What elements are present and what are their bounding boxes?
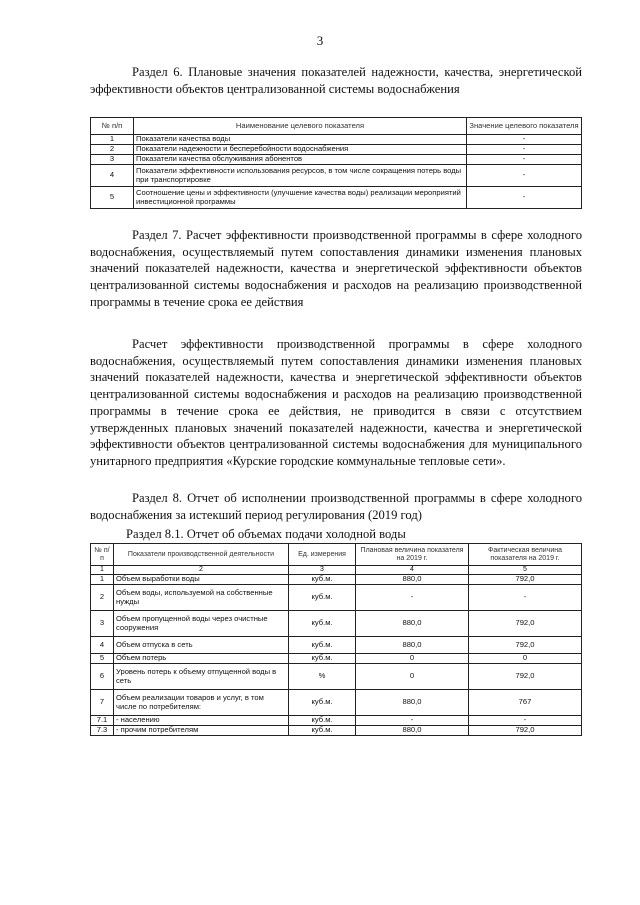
row-value: - [467, 145, 582, 155]
row-number: 5 [91, 187, 134, 209]
row-name: - прочим потребителям [114, 726, 289, 736]
section-7-title: Раздел 7. Расчет эффективности производственной программы в сфере холодного водоснабжения, осуществляемый путем сопоставления динамики изменения плановых значений показателей надежности, качества и энергетической эффективности объектов централизованной системы водоснабжения и расходов на реализацию производственной программы в течение срока ее действия [90, 228, 582, 309]
row-plan: 880,0 [356, 726, 469, 736]
row-fact: 792,0 [469, 575, 582, 585]
table-row [91, 690, 582, 716]
row-name: Объем выработки воды [114, 575, 289, 585]
row-plan: 0 [356, 664, 469, 690]
row-name: Уровень потерь к объему отпущенной воды в сеть [114, 664, 289, 690]
header-indicator-name: Наименование целевого показателя [134, 118, 467, 135]
row-name: Объем пропущенной воды через очистные сооружения [114, 611, 289, 637]
table-row [91, 611, 582, 637]
row-number: 3 [91, 611, 114, 637]
row-plan: 880,0 [356, 690, 469, 716]
row-fact: 767 [469, 690, 582, 716]
section-6-title: Раздел 6. Плановые значения показателей надежности, качества, энергетической эффективности объектов централизованной системы водоснабжения [90, 65, 582, 96]
header-number: № п/п [91, 544, 114, 566]
table-row [91, 654, 582, 664]
table-header-row [91, 118, 582, 135]
header-unit: Ед. измерения [289, 544, 356, 566]
row-fact: - [469, 716, 582, 726]
page-number: 3 [316, 33, 324, 48]
table-row [91, 585, 582, 611]
row-plan: 880,0 [356, 611, 469, 637]
row-number: 3 [91, 155, 134, 165]
row-fact: 792,0 [469, 611, 582, 637]
header-fact: Фактическая величина показателя на 2019 г. [469, 544, 582, 566]
row-plan: - [356, 716, 469, 726]
row-fact: - [469, 585, 582, 611]
row-plan: 880,0 [356, 575, 469, 585]
row-name: Объем потерь [114, 654, 289, 664]
table-header-row [91, 544, 582, 566]
section-8-title: Раздел 8. Отчет об исполнении производственной программы в сфере холодного водоснабжения за истекший период регулирования (2019 год) [90, 491, 582, 522]
row-name: Показатели надежности и бесперебойности водоснабжения [134, 145, 467, 155]
row-unit: куб.м. [289, 637, 356, 654]
row-plan: 880,0 [356, 637, 469, 654]
row-plan: - [356, 585, 469, 611]
row-value: - [467, 187, 582, 209]
row-name: Показатели качества воды [134, 135, 467, 145]
row-number: 6 [91, 664, 114, 690]
row-number: 1 [91, 575, 114, 585]
row-name: Показатели эффективности использования ресурсов, в том числе сокращения потерь воды при транспортировке [134, 165, 467, 187]
row-unit: куб.м. [289, 716, 356, 726]
row-number: 5 [91, 654, 114, 664]
row-value: - [467, 135, 582, 145]
column-index: 5 [469, 566, 582, 575]
table-row [91, 135, 582, 145]
row-number: 2 [91, 585, 114, 611]
row-name: Объем воды, используемой на собственные нужды [114, 585, 289, 611]
row-name: Объем реализации товаров и услуг, в том числе по потребителям: [114, 690, 289, 716]
row-unit: куб.м. [289, 690, 356, 716]
section-8-1-caption: Раздел 8.1. Отчет об объемах подачи холодной воды [126, 527, 406, 541]
section-6-table [90, 117, 582, 209]
row-name: Показатели качества обслуживания абонентов [134, 155, 467, 165]
table-row [91, 187, 582, 209]
row-fact: 792,0 [469, 637, 582, 654]
row-unit: куб.м. [289, 654, 356, 664]
row-number: 4 [91, 165, 134, 187]
row-value: - [467, 165, 582, 187]
row-plan: 0 [356, 654, 469, 664]
table-row [91, 664, 582, 690]
table-row [91, 637, 582, 654]
row-fact: 0 [469, 654, 582, 664]
row-unit: куб.м. [289, 611, 356, 637]
table-row [91, 165, 582, 187]
header-number: № п/п [91, 118, 134, 135]
section-8-1-table [90, 543, 582, 736]
row-number: 2 [91, 145, 134, 155]
row-unit: куб.м. [289, 585, 356, 611]
row-number: 7 [91, 690, 114, 716]
row-number: 1 [91, 135, 134, 145]
header-indicator: Показатели производственной деятельности [114, 544, 289, 566]
row-unit: куб.м. [289, 575, 356, 585]
row-number: 7.3 [91, 726, 114, 736]
table-row [91, 145, 582, 155]
row-number: 7.1 [91, 716, 114, 726]
column-index: 2 [114, 566, 289, 575]
row-name: - населению [114, 716, 289, 726]
row-value: - [467, 155, 582, 165]
header-plan: Плановая величина показателя на 2019 г. [356, 544, 469, 566]
row-unit: % [289, 664, 356, 690]
column-index: 1 [91, 566, 114, 575]
row-number: 4 [91, 637, 114, 654]
section-7-body: Расчет эффективности производственной программы в сфере холодного водоснабжения, осуществляемый путем сопоставления динамики изменения плановых значений показателей надежности, качества и энергетической эффективности объектов централизованной системы водоснабжения и расходов на реализацию производственной программы в течение срока ее действия, не приводится в связи с отсутствием утвержденных плановых значений показателей надежности, качества и энергетической эффективности объектов централизованной системы водоснабжения для муниципального унитарного предприятия «Курские городские коммунальные тепловые сети». [90, 337, 582, 468]
table-row [91, 155, 582, 165]
table-row [91, 716, 582, 726]
table-row [91, 575, 582, 585]
table-row [91, 726, 582, 736]
header-target-value: Значение целевого показателя [467, 118, 582, 135]
column-index: 3 [289, 566, 356, 575]
row-fact: 792,0 [469, 726, 582, 736]
row-unit: куб.м. [289, 726, 356, 736]
column-index: 4 [356, 566, 469, 575]
row-name: Объем отпуска в сеть [114, 637, 289, 654]
column-index-row [91, 566, 582, 575]
row-fact: 792,0 [469, 664, 582, 690]
row-name: Соотношение цены и эффективности (улучшение качества воды) реализации мероприятий инвестиционной программы [134, 187, 467, 209]
